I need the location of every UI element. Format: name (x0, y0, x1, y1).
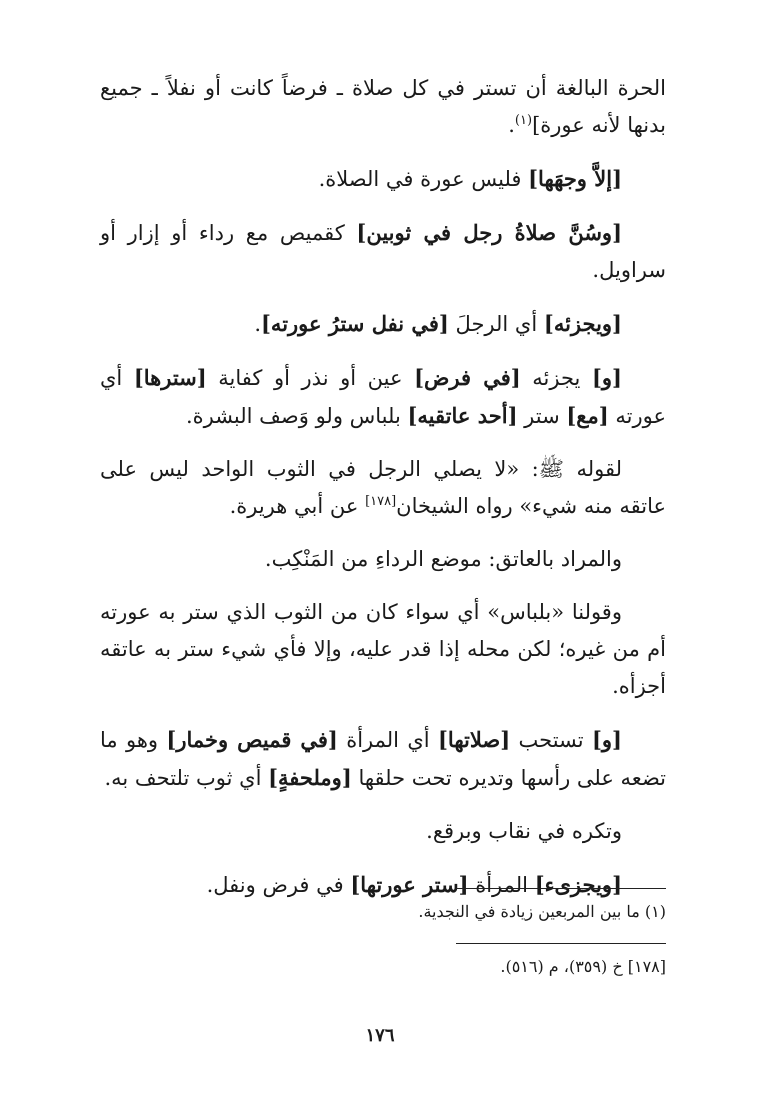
text: وهو ما تضعه على رأسها وتديره تحت حلقها (100, 728, 666, 790)
text: أي ثوب تلتحف به. (104, 766, 269, 790)
paragraph-7 (100, 541, 666, 578)
text: عين أو نذر أو كفاية (206, 366, 415, 390)
paragraph-1 (100, 70, 666, 144)
text: ستر (517, 404, 567, 428)
footnote-divider (456, 943, 666, 944)
footnote-divider (456, 888, 666, 889)
paragraph-2 (100, 160, 666, 198)
text: كقميص مع رداء أو إزار أو سراويل. (100, 221, 666, 282)
bold-term: [صلاتها] (438, 727, 511, 752)
bold-term: [ويجزىء] (534, 872, 622, 897)
footnote-178: [١٧٨] خ (٣٥٩)، م (٥١٦). (500, 957, 666, 976)
footnote-1: (١) ما بين المربعين زيادة في النجدية. (418, 902, 666, 921)
text: . (508, 113, 515, 137)
text: وقولنا «بلباس» أي سواء كان من الثوب الذي ستر به عورته أم من غيره؛ لكن محله إذا قدر عليه، وإلا فأي شيء ستر به عاتقه أجزأه. (100, 600, 666, 698)
text: أي عورته (100, 366, 666, 428)
footnote-ref[interactable]: (١) (514, 113, 533, 128)
paragraph-8 (100, 594, 666, 705)
bold-term: [سترها] (133, 365, 207, 390)
bold-term: [و] (591, 365, 622, 390)
footnote-ref[interactable]: [١٧٨] (365, 494, 397, 509)
text: لقوله ﷺ: «لا يصلي الرجل في الثوب الواحد ليس على عاتقه منه شيء» رواه الشيخان (100, 457, 666, 518)
text: المرأة (468, 873, 535, 897)
text: وتكره في نقاب وبرقع. (426, 819, 622, 843)
paragraph-10 (100, 813, 666, 850)
text: عن أبي هريرة. (229, 494, 366, 518)
bold-term: [وملحفةٍ] (268, 765, 352, 790)
text: الحرة البالغة أن تستر في كل صلاة ـ فرضاً كانت أو نفلاً ـ جميع بدنها لأنه عورة] (100, 76, 666, 137)
page-number: ١٧٦ (365, 1025, 395, 1046)
paragraph-4 (100, 305, 666, 343)
paragraph-6 (100, 451, 666, 525)
bold-term: [في فرض] (414, 365, 521, 390)
paragraph-9 (100, 721, 666, 797)
bold-term: [وسُنَّ صلاةُ رجل في ثوبين] (356, 220, 623, 245)
text: بلباس ولو وَصف البشرة. (185, 404, 408, 428)
bold-term: [إلاَّ وجهَها] (528, 166, 622, 191)
bold-term: [ستر عورتها] (350, 872, 469, 897)
bold-term: [في نفل سترُ عورته] (261, 311, 449, 336)
text: . (254, 312, 261, 336)
main-text (100, 70, 666, 920)
paragraph-3 (100, 214, 666, 289)
bold-term: [ويجزئه] (543, 311, 622, 336)
text: فليس عورة في الصلاة. (318, 167, 529, 191)
paragraph-5 (100, 359, 666, 435)
text: أي المرأة (337, 728, 438, 752)
bold-term: [مع] (566, 403, 609, 428)
bold-term: [أحد عاتقيه] (407, 403, 518, 428)
bold-term: [في قميص وخمار] (166, 727, 338, 752)
footnotes (100, 888, 666, 980)
text: تستحب (510, 728, 592, 752)
text: في فرض ونفل. (206, 873, 351, 897)
bold-term: [و] (591, 727, 622, 752)
text: والمراد بالعاتق: موضع الرداءِ من المَنْكِب. (264, 547, 622, 571)
text: أي الرجلَ (448, 312, 544, 336)
text: يجزئه (520, 366, 592, 390)
